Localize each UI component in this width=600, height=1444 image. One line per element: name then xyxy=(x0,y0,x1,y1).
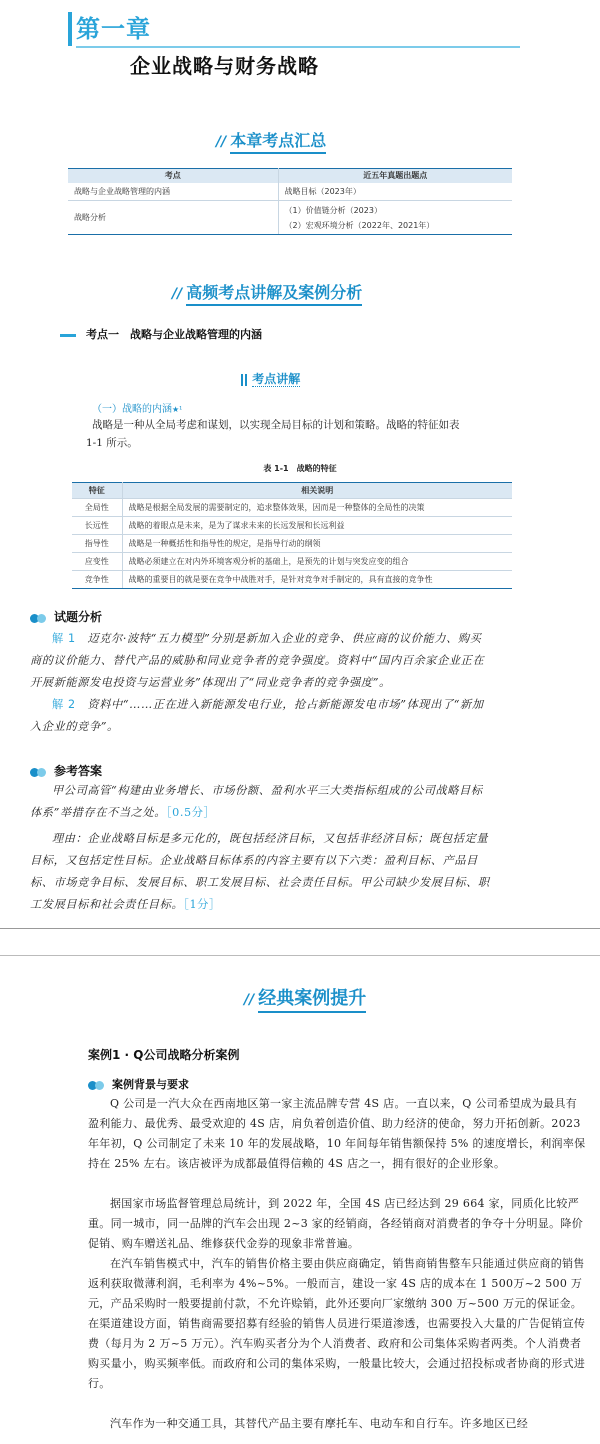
classic-heading: // 经典案例提升 xyxy=(244,984,366,1010)
page-divider xyxy=(0,928,600,958)
meaning-paragraph: 战略是一种从全局考虑和谋划，以实现全局目标的计划和策略。战略的特征如表 1-1 所示。 xyxy=(86,419,460,449)
summary-topic: 战略与企业战略管理的内涵 xyxy=(68,183,278,201)
chapter-title: 企业战略与财务战略 xyxy=(130,54,319,78)
case-paragraph-2: 据国家市场监督管理总局统计，到 2022 年，全国 4S 店已经达到 29 664 家，同质化比较严重。同一城市，同一品牌的汽车会出现 2~3 家的经销商，各经销商对消费者的争夺十分明显。降价促销、购车赠送礼品、维修获代金券的现象非常普遍。 xyxy=(88,1197,584,1250)
features-col-feature: 特征 xyxy=(72,483,122,499)
heading-mark-icon: // xyxy=(216,134,227,150)
heading-mark-icon: // xyxy=(172,286,183,302)
bullet-dots-icon xyxy=(30,767,48,777)
summary-col-points: 近五年真题出题点 xyxy=(278,169,512,183)
table-caption: 表 1-1 战略的特征 xyxy=(263,464,337,473)
chapter-accent-bar xyxy=(68,12,72,46)
answer-heading: 参考答案 xyxy=(30,762,102,779)
table-row: 长远性 战略的着眼点是未来，是为了谋求未来的长远发展和长远利益 xyxy=(72,517,512,535)
table-row: 指导性 战略是一种概括性和指导性的规定，是指导行动的纲领 xyxy=(72,535,512,553)
bullet-dots-icon xyxy=(30,613,48,623)
bullet-dots-icon xyxy=(88,1080,106,1090)
summary-heading: // 本章考点汇总 xyxy=(216,128,326,151)
table-row xyxy=(68,183,512,201)
score-badge: ［1分］ xyxy=(183,898,221,911)
chapter-label: 第一章 xyxy=(76,15,151,43)
analysis-body: 解 1 迈克尔·波特“五力模型”分别是新加入企业的竞争、供应商的议价能力、购买 商的议价能力、替代产品的威胁和同业竞争者的竞争强度。资料中“国内百余家企业正在 开展新能源发电投资与运营业务”体现出了“同业竞争者的竞争强度”。 解 2 资料中“……正在进入新能源发电行业，抢占新能源发电市场”体现出了“新加 入企业的竞争”。 xyxy=(30,632,485,733)
lecture-heading: 考点讲解 xyxy=(240,370,300,387)
summary-col-topic: 考点 xyxy=(68,169,278,183)
case-paragraph-1: Q 公司是一汽大众在西南地区第一家主流品牌专营 4S 店。一直以来，Q 公司希望成为最具有盈利能力、最优秀、最受欢迎的 4S 店，肩负着创造价值、助力经济的使命，努力开拓创新。2023 年年初，Q 公司制定了未来 10 年的发展战略，10 年间每年销售额保持 5% 的速度增长，利润率保持在 25% 左右。该店被评为成都最值得信赖的 4S 店之一，拥有很好的企业形象。 xyxy=(88,1097,586,1170)
heading-mark-icon: // xyxy=(244,992,255,1008)
chapter-rule xyxy=(76,46,520,48)
features-table xyxy=(72,482,512,589)
highfreq-heading: // 高频考点讲解及案例分析 xyxy=(172,280,362,303)
meaning-heading: （一）战略的内涵★¹ xyxy=(92,404,183,415)
summary-topic: 战略分析 xyxy=(68,201,278,235)
star-icon: ★¹ xyxy=(172,405,183,414)
table-row: 全局性 战略是根据全局发展的需要制定的，追求整体效果，因而是一种整体的全局性的决策 xyxy=(72,499,512,517)
case-paragraph-4: 汽车作为一种交通工具，其替代产品主要有摩托车、电动车和自行车。许多地区已经 xyxy=(110,1417,529,1430)
summary-table xyxy=(68,168,512,235)
case-paragraph-3: 在汽车销售模式中，汽车的销售价格主要由供应商确定，销售商销售整车只能通过供应商的销售返利获取微薄利润，毛利率为 4%~5%。一般而言，建设一家 4S 店的成本在 1 500万~2 500 万元，产品采购时一般要提前付款，不允许赊销，此外还要向厂家缴纳 300 万~500 万元的保证金。在渠道建设方面，销售商需要招募有经验的销售人员进行渠道渗透，也需要投入大量的广告促销宣传费（每月为 2 万~5 万元）。汽车购买者分为个人消费者、政府和公司集体采购者两类。个人消费者购买量小，购买频率低。而政府和公司的集体采购，一般量比较大，会通过招投标或者协商的形式进行。 xyxy=(88,1257,586,1390)
answer-body: 甲公司高管“构建由业务增长、市场份额、盈利水平三大类指标组成的公司战略目标 体系”举措存在不当之处。［0.5分］ 理由：企业战略目标是多元化的，既包括经济目标，又包括非经济目标；既包括定量 目标，又包括定性目标。企业战略目标体系的内容主要有以下六类：盈利目标、产品目 标、市场竞争目标、发展目标、职工发展目标、社会责任目标。甲公司缺少发展目标、职 工发展目标和社会责任目标。［1分］ xyxy=(30,784,490,911)
table-row: 竞争性 战略的重要目的就是要在竞争中战胜对手，是针对竞争对手制定的，具有直接的竞争性 xyxy=(72,571,512,589)
summary-points: 战略目标（2023年） xyxy=(278,183,512,201)
summary-points: （1）价值链分析（2023） （2）宏观环境分析（2022年、2021年） xyxy=(278,201,512,235)
score-badge: ［0.5分］ xyxy=(165,806,216,819)
point-one-title: 考点一 战略与企业战略管理的内涵 xyxy=(60,326,262,342)
features-col-desc: 相关说明 xyxy=(122,483,512,499)
point-bar-icon xyxy=(60,334,76,337)
case-background-heading: 案例背景与要求 xyxy=(88,1076,189,1092)
case-title: 案例1 · Q公司战略分析案例 xyxy=(88,1048,240,1062)
analysis-heading: 试题分析 xyxy=(30,608,102,625)
table-row xyxy=(68,201,512,235)
table-row: 应变性 战略必须建立在对内外环境客观分析的基础上，是预先的计划与突发应变的组合 xyxy=(72,553,512,571)
